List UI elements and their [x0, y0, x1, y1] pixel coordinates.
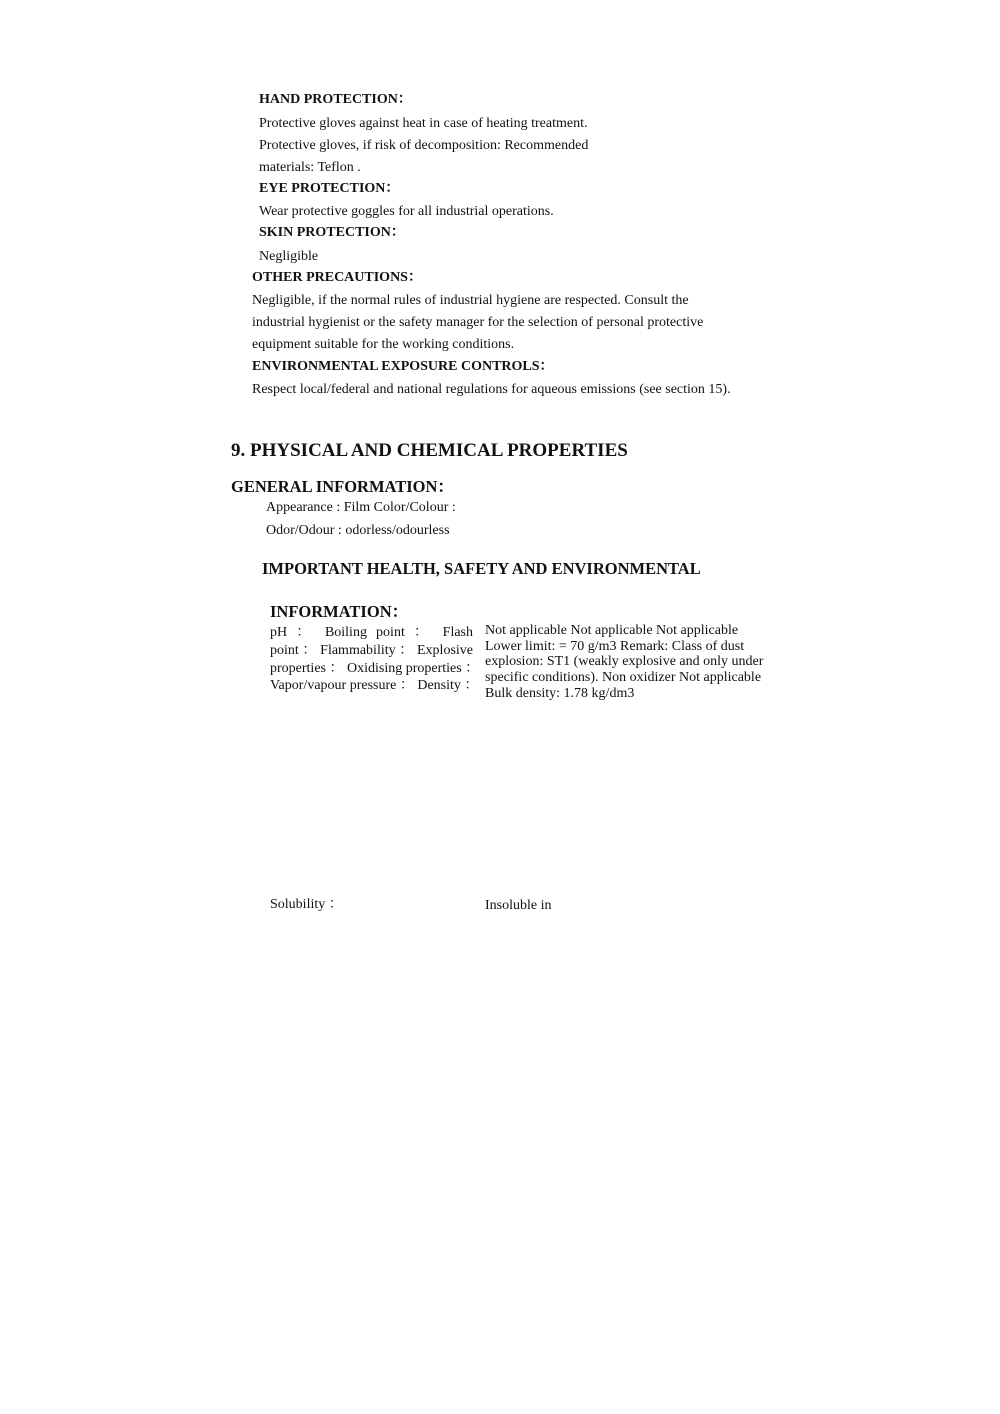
- odor-line: Odor/Odour : odorless/odourless: [266, 523, 450, 538]
- skin-protection-line-1: Negligible: [259, 249, 319, 264]
- solubility-label: Solubility ：: [270, 897, 343, 912]
- section-9-title: 9. PHYSICAL AND CHEMICAL PROPERTIES: [231, 440, 628, 461]
- eye-protection-line-1: Wear protective goggles for all industrial operations.: [259, 204, 554, 219]
- eye-protection-heading: EYE PROTECTION：: [259, 181, 400, 196]
- general-information-heading: GENERAL INFORMATION：: [231, 477, 454, 496]
- hand-protection-line-2: Protective gloves, if risk of decomposition: Recommended: [259, 138, 589, 153]
- hand-protection-line-3: materials: Teflon .: [259, 160, 361, 175]
- properties-value-line-1: Not applicable Not applicable Not applicable: [485, 623, 739, 638]
- other-precautions-line-3: equipment suitable for the working conditions.: [252, 337, 515, 352]
- properties-value-line-4: specific conditions). Non oxidizer Not applicable: [485, 670, 762, 686]
- solubility-value: Insoluble in: [485, 898, 552, 913]
- properties-value-line-2: Lower limit: = 70 g/m3 Remark: Class of dust: [485, 638, 745, 654]
- properties-label-line-3: properties ： Oxidising properties ：: [270, 660, 480, 676]
- other-precautions-heading: OTHER PRECAUTIONS：: [252, 270, 422, 285]
- skin-protection-heading: SKIN PROTECTION：: [259, 225, 405, 240]
- other-precautions-line-2: industrial hygienist or the safety manager for the selection of personal protective: [252, 315, 704, 330]
- environmental-exposure-line-1: Respect local/federal and national regulations for aqueous emissions (see section 15).: [252, 382, 731, 397]
- appearance-line: Appearance : Film Color/Colour :: [266, 500, 456, 515]
- other-precautions-line-1: Negligible, if the normal rules of industrial hygiene are respected. Consult the: [252, 293, 689, 308]
- properties-labels: [270, 624, 480, 695]
- properties-value-line-5: Bulk density: 1.78 kg/dm3: [485, 685, 635, 701]
- properties-values: [485, 623, 770, 702]
- properties-label-line-4: Vapor/vapour pressure ： Density ：: [270, 678, 479, 694]
- important-hse-heading: IMPORTANT HEALTH, SAFETY AND ENVIRONMENTAL: [262, 559, 701, 578]
- hand-protection-line-1: Protective gloves against heat in case of heating treatment.: [259, 116, 588, 131]
- properties-label-line-1: pH ： Boiling point ： Flash: [270, 625, 473, 640]
- environmental-exposure-heading: ENVIRONMENTAL EXPOSURE CONTROLS：: [252, 359, 554, 374]
- hand-protection-heading: HAND PROTECTION：: [259, 92, 412, 107]
- properties-value-line-3: explosion: ST1 (weakly explosive and only under: [485, 654, 764, 670]
- properties-label-line-2: point ： Flammability ： Explosive: [270, 642, 473, 658]
- information-heading: INFORMATION：: [270, 602, 409, 621]
